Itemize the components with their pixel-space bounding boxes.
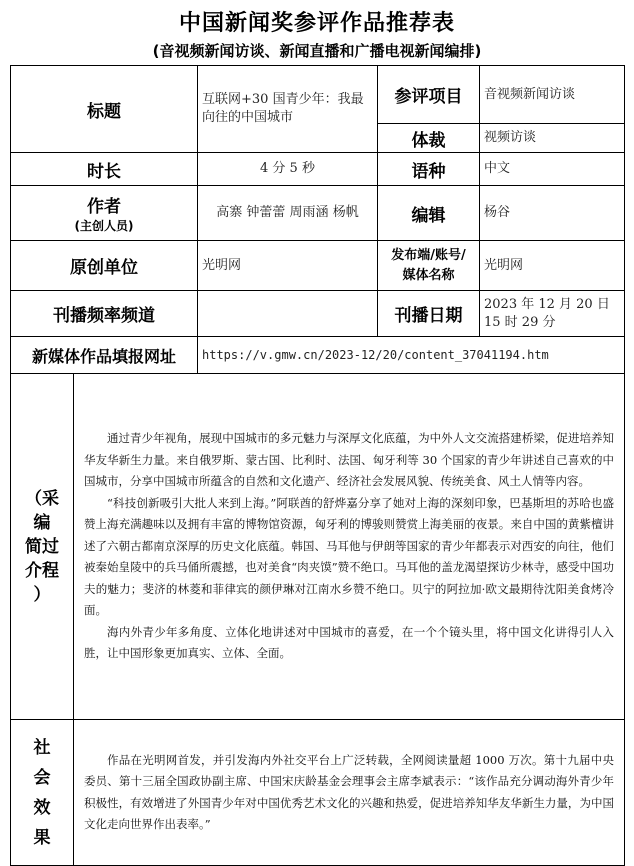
duration-value: 4 分 5 秒 (198, 153, 378, 186)
effect-content (74, 720, 625, 866)
effect-label-char: 社 (33, 737, 51, 758)
intro-paragraph: “科技创新吸引大批人来到上海。”阿联酋的舒烨嘉分享了她对上海的深刻印象，巴基斯坦的苏哈也盛赞上海充满趣味以及拥有丰富的博物馆资源，匈牙利的博骏则赞赏上海美丽的夜景。来自中国的黄紫檀讲述了六朝古都南京深厚的历史文化底蕴。韩国、马耳他与伊朗等国家的青少年都表示对西安的向往，他们被秦始皇陵中的兵马俑所震撼，也对美食“肉夹馍”赞不绝口。马耳他的盖龙渴望探访少林寺，感受中国功夫的魅力；斐济的林菱和菲律宾的颜伊琳对江南水乡赞不绝口。贝宁的阿拉加·欧文最期待沈阳美食烤冷面。 (84, 495, 614, 618)
intro-label-char: 编 (33, 512, 51, 533)
intro-label (11, 374, 74, 720)
title-value: 互联网+30 国青少年：我最向往的中国城市 (198, 66, 378, 153)
effect-label (11, 720, 74, 866)
intro-label-char: ） (33, 584, 51, 605)
channel-value (198, 291, 378, 337)
effect-label-char: 效 (33, 797, 51, 818)
effect-label-char: 会 (33, 767, 51, 788)
category-value: 音视频新闻访谈 (480, 66, 625, 124)
date-value: 2023 年 12 月 20 日 15 时 29 分 (480, 291, 625, 337)
page-title: 中国新闻奖参评作品推荐表 (178, 11, 455, 36)
date-label: 刊播日期 (378, 291, 480, 337)
url-value[interactable]: https://v.gmw.cn/2023-12/20/content_37041194.htm (198, 337, 625, 374)
genre-value: 视频访谈 (480, 124, 625, 153)
effect-paragraph: 作品在光明网首发，并引发海内外社交平台上广泛转载，全网阅读量超 1000 万次。第十九届中央委员、第十三届全国政协副主席、中国宋庆龄基金会理事会主席李斌表示：“该作品充分调动海外青少年积极性，有效增进了外国青少年对中国优秀艺术文化的兴趣和热爱，促进培养知华友华新生力量，为中国文化走向世界作出表率。” (84, 752, 614, 831)
author-label-cell (11, 186, 198, 241)
genre-label: 体裁 (378, 124, 480, 153)
unit-label: 原创单位 (11, 241, 198, 291)
title-label: 标题 (11, 66, 198, 153)
editor-label: 编辑 (378, 186, 480, 241)
publisher-label-cell (378, 241, 480, 291)
author-value: 高寨 钟蕾蕾 周雨涵 杨帆 (198, 186, 378, 241)
url-label: 新媒体作品填报网址 (11, 337, 198, 374)
language-label: 语种 (378, 153, 480, 186)
unit-value: 光明网 (198, 241, 378, 291)
intro-paragraph: 海内外青少年多角度、立体化地讲述对中国城市的喜爱，在一个个镜头里，将中国文化讲得引人入胜，让中国形象更加真实、立体、全面。 (84, 624, 614, 661)
publisher-value: 光明网 (480, 241, 625, 291)
language-value: 中文 (480, 153, 625, 186)
effect-label-char: 果 (33, 827, 51, 848)
publisher-label-line2: 媒体名称 (402, 267, 455, 283)
intro-label-char: （采 (25, 488, 59, 509)
intro-label-char: 简过 (25, 536, 59, 557)
intro-label-char: 介程 (25, 560, 59, 581)
intro-content (74, 374, 625, 720)
publisher-label-line1: 发布端/账号/ (391, 247, 466, 263)
duration-label: 时长 (11, 153, 198, 186)
intro-paragraph: 通过青少年视角，展现中国城市的多元魅力与深厚文化底蕴，为中外人文交流搭建桥梁，促进培养知华友华新生力量。来自俄罗斯、蒙古国、比利时、法国、匈牙利等 30 个国家的青少年讲述自己喜欢的中国城市，分享中国城市所蕴含的自然和文化遗产、经济社会发展风貌、传统美食、风土人情等内容。 (84, 431, 614, 489)
channel-label: 刊播频率频道 (11, 291, 198, 337)
author-label: 作者 (87, 197, 121, 217)
page-subtitle: (音视频新闻访谈、新闻直播和广播电视新闻编排) (152, 42, 482, 60)
recommendation-form (10, 65, 625, 866)
category-label: 参评项目 (378, 66, 480, 124)
author-sub-label: (主创人员) (74, 219, 134, 233)
editor-value: 杨谷 (480, 186, 625, 241)
